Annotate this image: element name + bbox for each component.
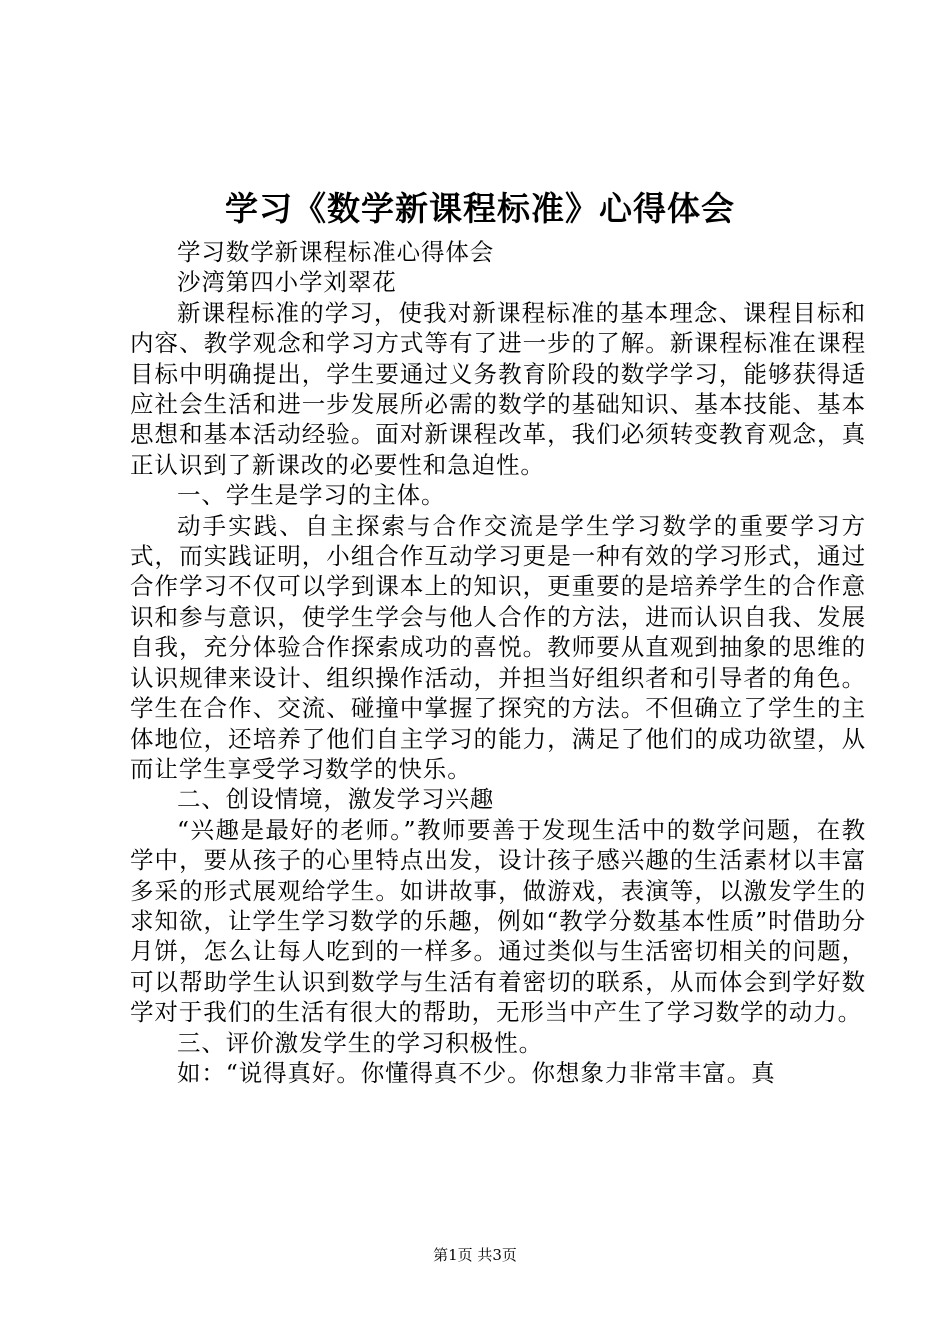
document-title: 学习《数学新课程标准》心得体会 <box>225 189 735 228</box>
paragraph-section-2: “兴趣是最好的老师。”教师要善于发现生活中的数学问题，在教学中，要从孩子的心里特点出发，设计孩子感兴趣的生活素材以丰富多采的形式展观给学生。如讲故事，做游戏，表演等，以激发学生的求知欲，让学生学习数学的乐趣，例如“教学分数基本性质”时借助分月饼，怎么让每人吃到的一样多。通过类似与生活密切相关的问题，可以帮助学生认识到数学与生活有着密切的联系，从而体会到学好数学对于我们的生活有很大的帮助，无形当中产生了学习数学的动力。 <box>130 815 866 1027</box>
paragraph-section-3: 如：“说得真好。你懂得真不少。你想象力非常丰富。真 <box>177 1058 776 1087</box>
author-line: 沙湾第四小学刘翠花 <box>177 268 397 297</box>
section-heading-3: 三、评价激发学生的学习积极性。 <box>177 1028 543 1057</box>
page-footer: 第1页 共3页 <box>433 1246 517 1264</box>
document-body <box>130 237 866 1088</box>
paragraph-intro: 新课程标准的学习，使我对新课程标准的基本理念、课程目标和内容、教学观念和学习方式等有了进一步的了解。新课程标准在课程目标中明确提出，学生要通过义务教育阶段的数学学习，能够获得适应社会生活和进一步发展所必需的数学的基础知识、基本技能、基本思想和基本活动经验。面对新课程改革，我们必须转变教育观念，真正认识到了新课改的必要性和急迫性。 <box>130 298 866 479</box>
section-heading-2: 二、创设情境，激发学习兴趣 <box>177 785 495 814</box>
paragraph-section-1: 动手实践、自主探索与合作交流是学生学习数学的重要学习方式，而实践证明，小组合作互动学习更是一种有效的学习形式，通过合作学习不仅可以学到课本上的知识，更重要的是培养学生的合作意识和参与意识，使学生学会与他人合作的方法，进而认识自我、发展自我，充分体验合作探索成功的喜悦。教师要从直观到抽象的思维的认识规律来设计、组织操作活动，并担当好组织者和引导者的角色。学生在合作、交流、碰撞中掌握了探究的方法。不但确立了学生的主体地位，还培养了他们自主学习的能力，满足了他们的成功欲望，从而让学生享受学习数学的快乐。 <box>130 511 866 783</box>
section-heading-1: 一、学生是学习的主体。 <box>177 481 446 510</box>
subtitle-line: 学习数学新课程标准心得体会 <box>177 238 495 266</box>
